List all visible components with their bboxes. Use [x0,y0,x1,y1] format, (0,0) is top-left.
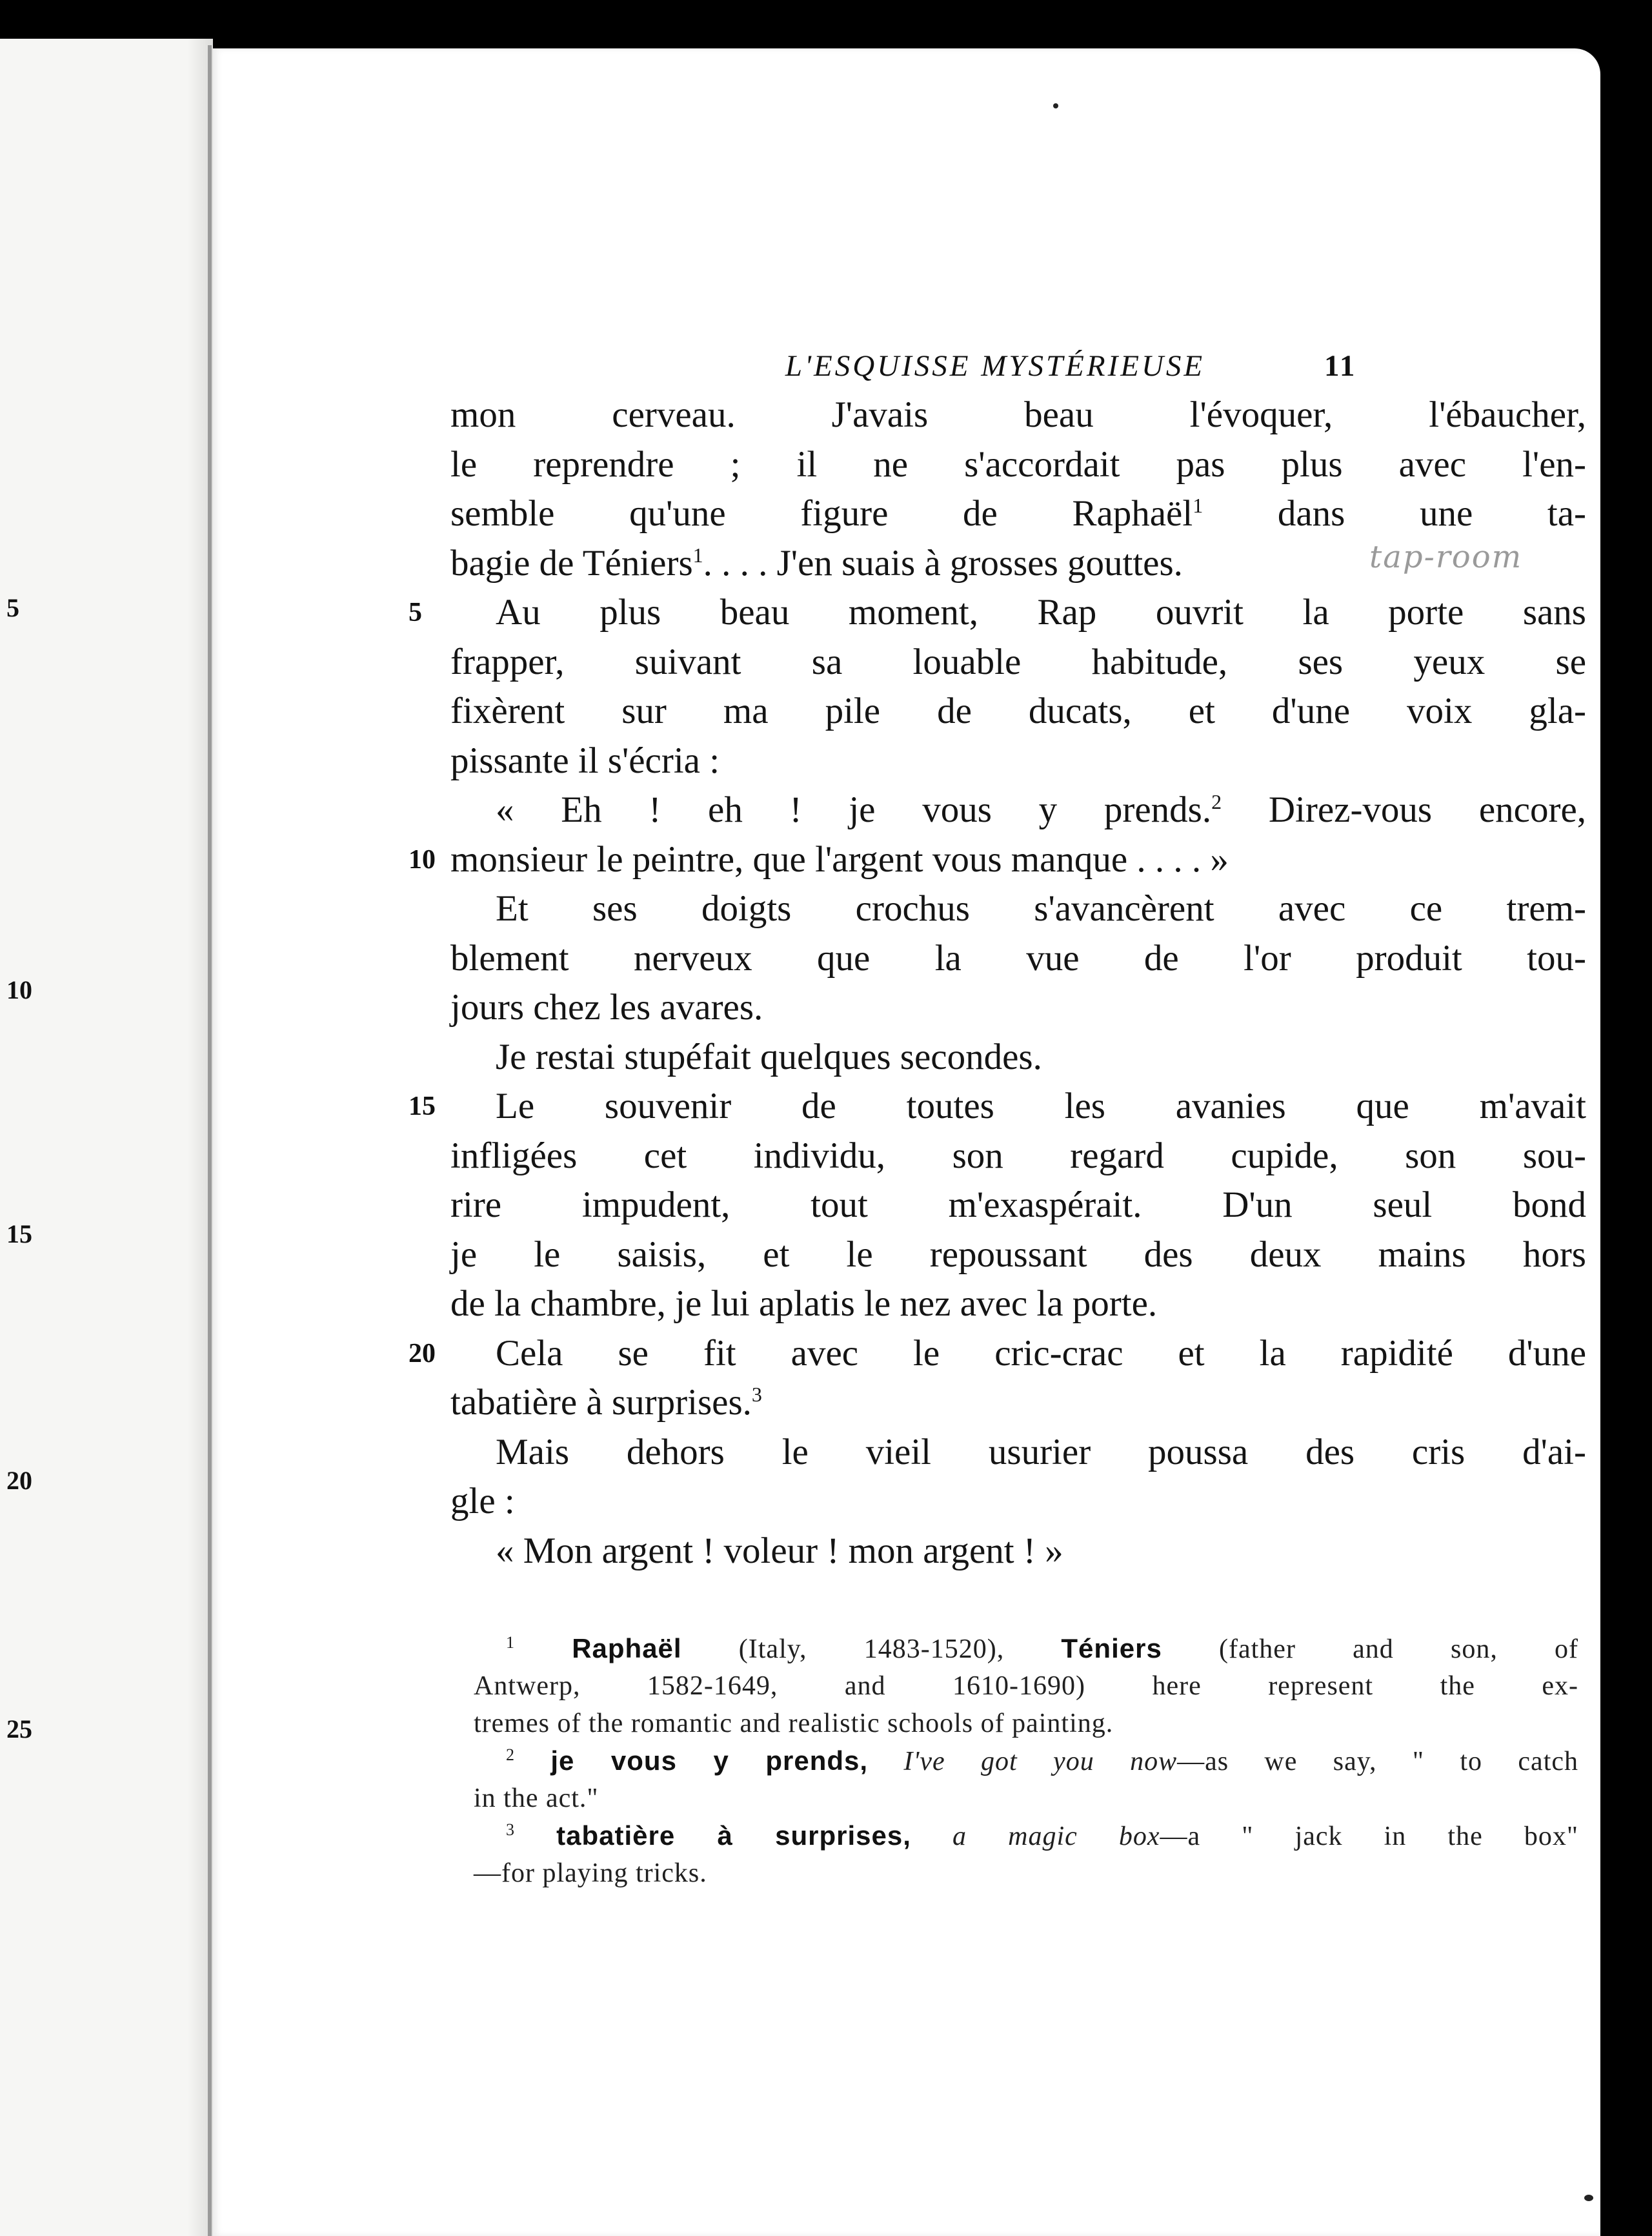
footnote-text: (father and son, of [1162,1634,1579,1664]
footnote-text: in the act." [474,1784,599,1813]
text-line [450,1329,1586,1378]
left-page-line-number: 25 [6,1714,32,1743]
line-text: de la chambre, je lui aplatis le nez avec la porte. [450,1283,1158,1324]
line-number: 20 [408,1338,436,1368]
text-line [450,440,1586,489]
dust-speck [1584,2195,1593,2201]
text-line [450,1428,1586,1477]
footnote-text: Antwerp, 1582-1649, and 1610-1690) here represent the ex- [474,1671,1578,1701]
footnote-term: je vous y prends, [550,1745,869,1776]
text-line [450,1132,1586,1181]
footnote-text: (Italy, 1483-1520), [681,1634,1062,1664]
line-text: frapper, suivant sa louable habitude, ses yeux se [450,641,1586,682]
text-line [450,539,1586,588]
line-text: le reprendre ; il ne s'accordait pas plus avec l'en- [450,443,1586,485]
line-text: Je restai stupéfait quelques secondes. [496,1036,1042,1077]
line-text: infligées cet individu, son regard cupide, son sou- [450,1135,1586,1176]
text-line [450,1181,1586,1230]
line-text: . . . . J'en suais à grosses gouttes. [703,542,1183,584]
line-text: Le souvenir de toutes les avanies que m'avait [496,1086,1586,1126]
footnote-ref: 1 [1193,494,1204,517]
left-page-line-number: 10 [6,975,32,1004]
text-line [450,1477,1586,1526]
running-head: L'ESQUISSE MYSTÉRIEUSE [785,349,1205,383]
line-number: 15 [408,1092,436,1121]
line-text: dans une ta- [1203,493,1586,534]
dust-speck [1053,103,1058,108]
footnote-line [474,1742,1578,1780]
footnote-line [474,1855,1578,1892]
footnote-ref: 3 [751,1383,762,1406]
book-gutter [208,45,212,2236]
line-text: monsieur le peintre, que l'argent vous manque . . . . » [450,838,1229,880]
text-line [450,1378,1586,1427]
text-line [450,737,1586,786]
footnote-text: —for playing tricks. [474,1858,707,1888]
text-line [450,1279,1586,1328]
left-page-line-number: 5 [6,593,19,622]
page-number: 11 [1324,349,1357,383]
footnote-text: tremes of the romantic and realistic schools of painting. [474,1709,1114,1738]
text-line [450,391,1586,440]
left-page-line-number: 20 [6,1466,32,1495]
text-line [450,489,1586,538]
line-text: « Eh ! eh ! je vous y prends. [496,789,1212,830]
footnote-mark: 2 [506,1745,515,1764]
left-page-line-number: 15 [6,1219,32,1248]
line-text: pissante il s'écria : [450,740,720,781]
line-text: bagie de Téniers [450,542,693,584]
footnote-line [474,1630,1578,1668]
footnote-term: tabatière à surprises, [556,1820,911,1851]
footnote-text: —a " jack in the box" [1160,1822,1578,1851]
line-text: Et ses doigts crochus s'avancèrent avec ce trem- [496,888,1586,929]
footnote-translation: I've got you now [868,1747,1178,1776]
handwritten-margin-note: tap-room [1369,539,1523,575]
line-text: jours chez les avares. [450,987,763,1028]
line-number: 5 [408,598,422,627]
line-text: je le saisis, et le repoussant des deux mains hors [450,1234,1586,1275]
text-line [450,983,1586,1032]
footnote-ref: 2 [1211,790,1222,813]
footnote-mark: 3 [506,1820,515,1839]
line-text: rire impudent, tout m'exaspérait. D'un seul bond [450,1184,1586,1225]
footnote-line [474,1667,1578,1705]
text-line [450,588,1586,637]
line-text: Au plus beau moment, Rap ouvrit la porte sans [496,592,1586,633]
line-text: Direz-vous encore, [1222,789,1586,830]
footnote-term: Téniers [1061,1633,1162,1663]
text-line [450,1527,1586,1576]
line-text: tabatière à surprises. [450,1382,752,1423]
footnote-mark: 1 [506,1633,515,1652]
footnote-translation: a magic box [911,1822,1160,1851]
text-line [450,1082,1586,1131]
line-text: Mais dehors le vieil usurier poussa des cris d'ai- [496,1431,1586,1472]
text-line [450,638,1586,687]
line-text: mon cerveau. J'avais beau l'évoquer, l'ébaucher, [450,394,1586,435]
footnote-text: —as we say, " to catch [1177,1747,1578,1776]
line-text: gle : [450,1481,515,1521]
line-text: « Mon argent ! voleur ! mon argent ! » [496,1530,1063,1571]
text-line [450,884,1586,933]
text-line [450,934,1586,983]
text-line [450,835,1586,884]
line-text: semble qu'une figure de Raphaël [450,493,1193,534]
text-line [450,1033,1586,1082]
line-number: 10 [408,844,436,875]
footnote-ref: 1 [692,543,703,567]
line-text: blement nerveux que la vue de l'or produit tou- [450,937,1586,979]
footnote-line [474,1780,1578,1817]
line-text: Cela se fit avec le cric-crac et la rapidité d'une [496,1332,1586,1374]
text-line [450,687,1586,736]
text-line [450,1230,1586,1279]
book-page [213,48,1600,2236]
previous-page-edge [0,39,213,2236]
footnote-term: Raphaël [572,1633,682,1663]
footnote-line [474,1817,1578,1855]
footnote-line [474,1705,1578,1742]
line-text: fixèrent sur ma pile de ducats, et d'une voix gla- [450,691,1586,731]
text-line [450,786,1586,835]
